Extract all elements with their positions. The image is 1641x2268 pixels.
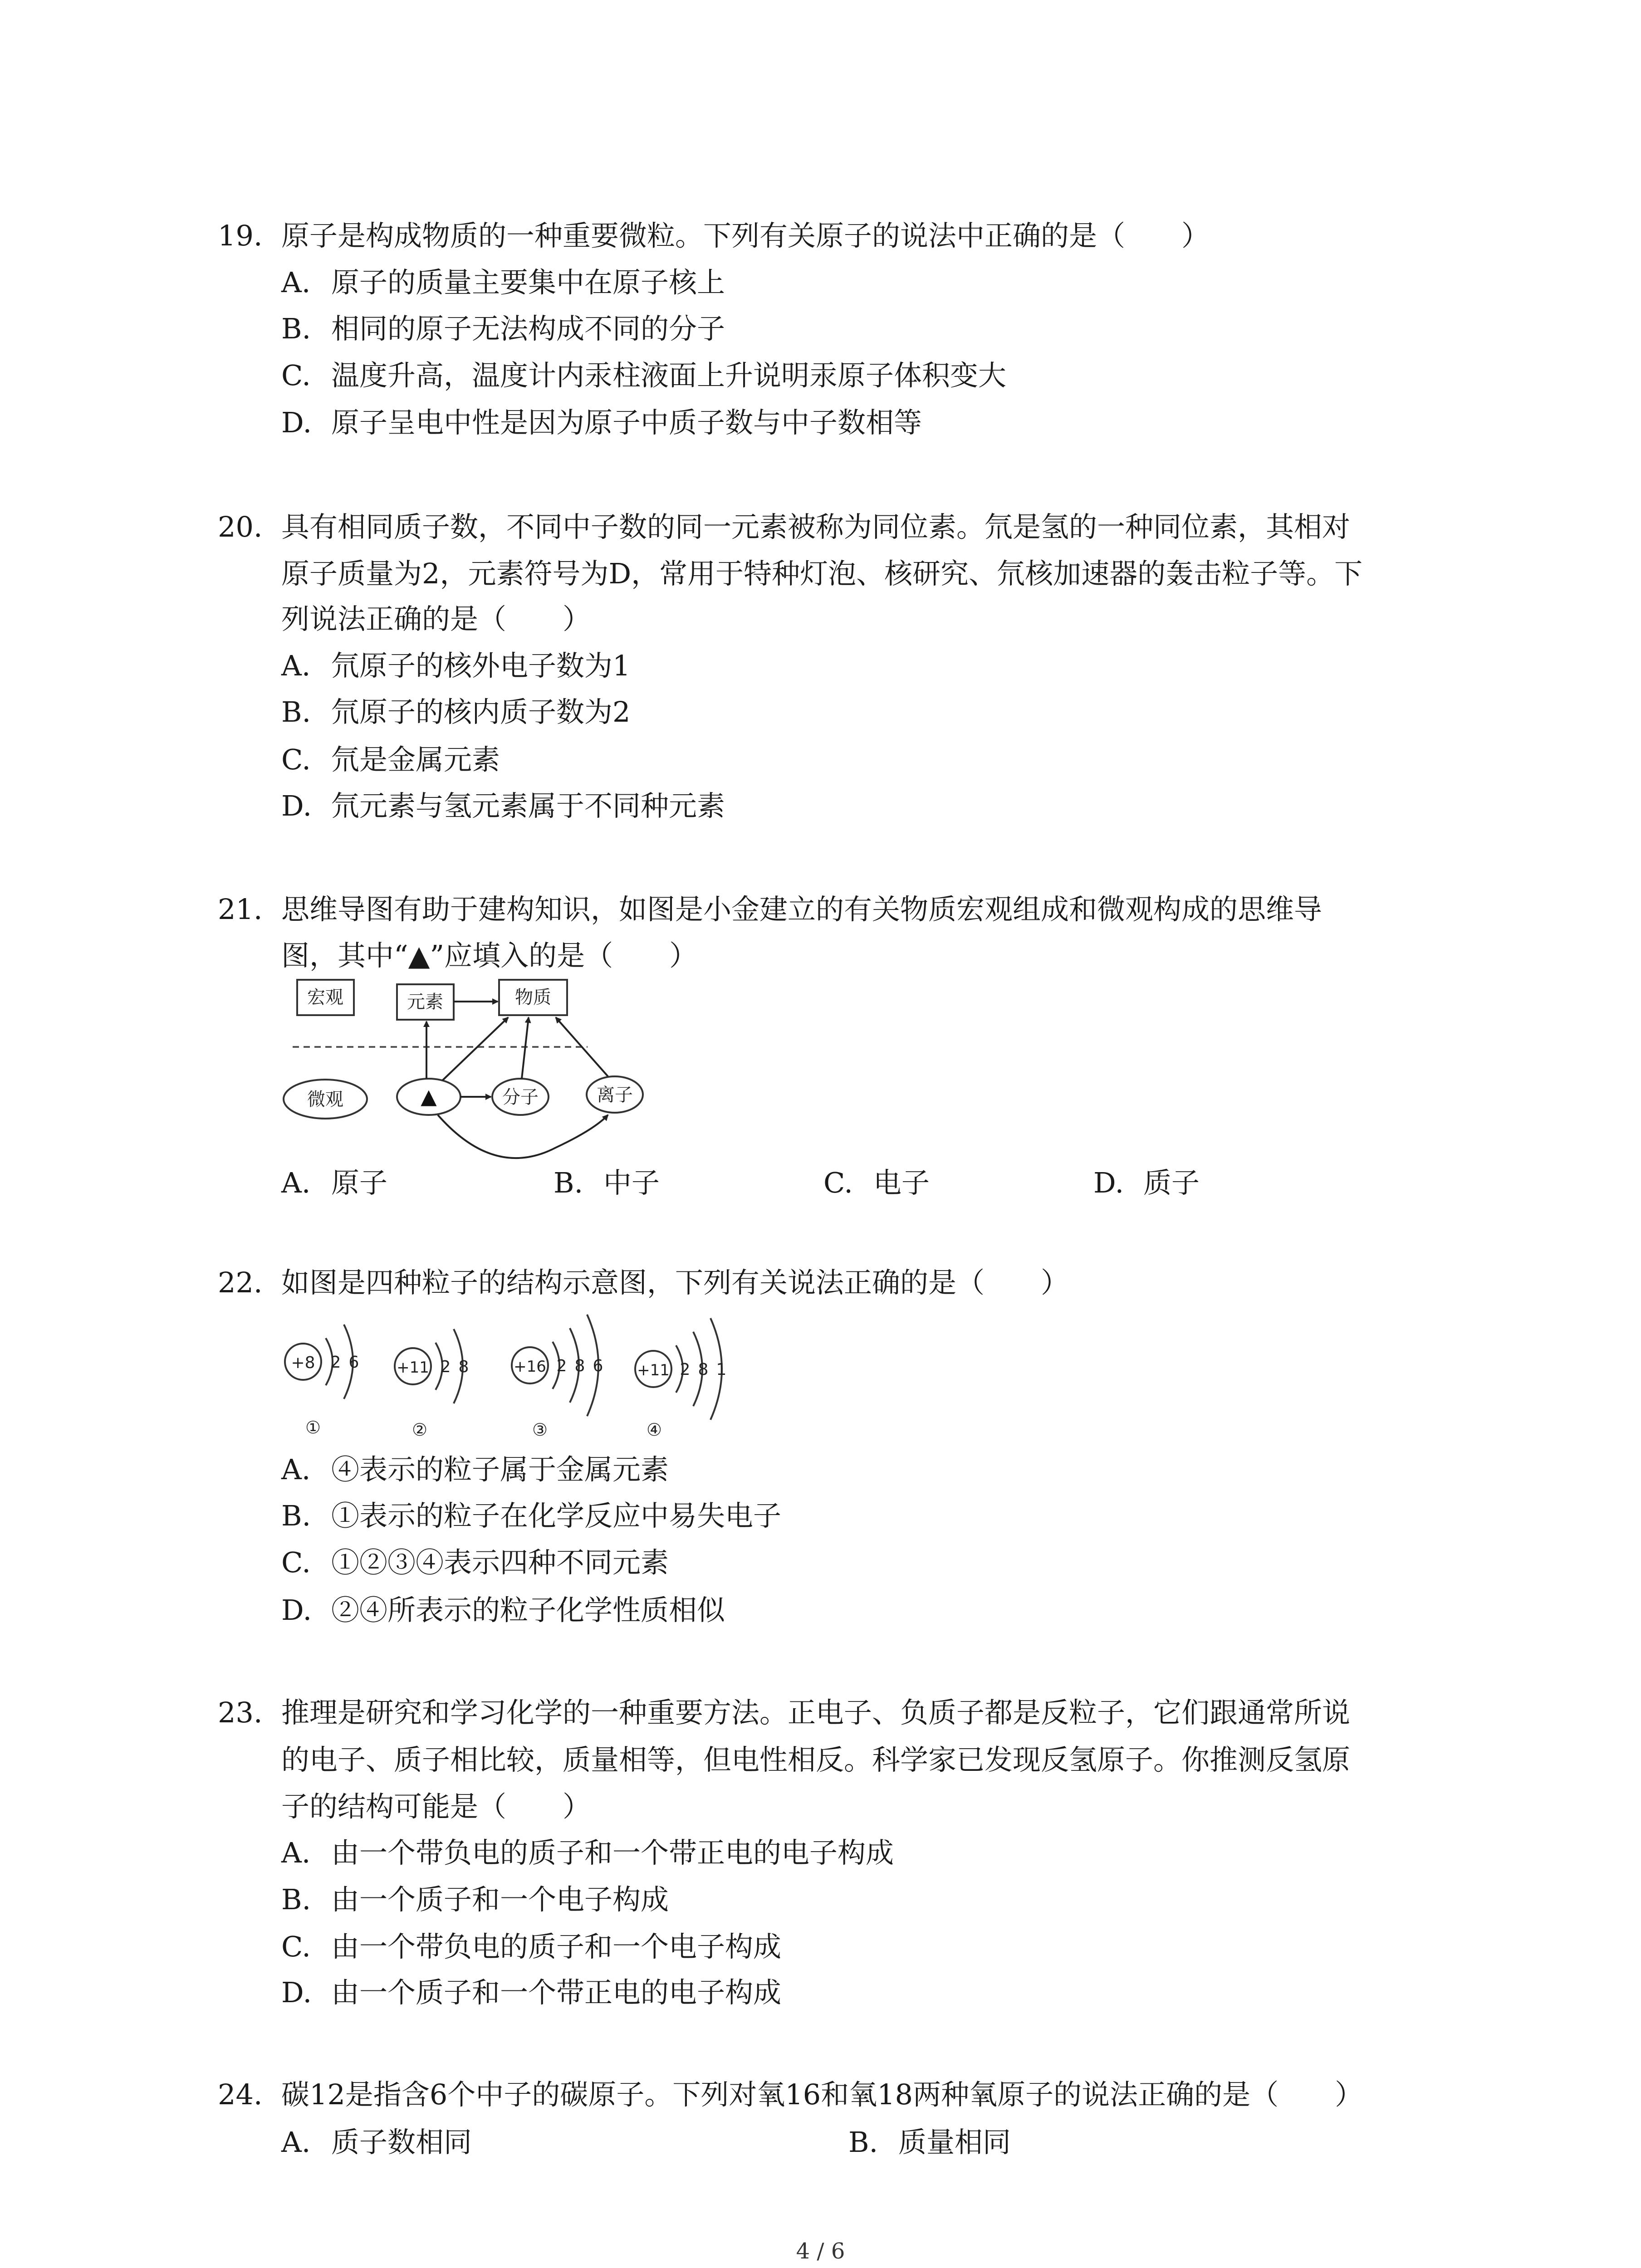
option-letter: C. xyxy=(281,359,311,392)
option-text: 原子的质量主要集中在原子核上 xyxy=(331,266,725,299)
option-a[interactable] xyxy=(281,1835,894,1871)
option-text: 质子数相同 xyxy=(331,2126,472,2159)
option-b[interactable] xyxy=(848,2124,1011,2160)
question-stem: 原子是构成物质的一种重要微粒。下列有关原子的说法中正确的是（ ） xyxy=(281,219,1210,252)
option-letter: C. xyxy=(281,743,311,776)
option-text: ①表示的粒子在化学反应中易失电子 xyxy=(331,1499,782,1532)
question-number: 20. xyxy=(218,510,263,543)
option-letter: B. xyxy=(554,1166,583,1199)
particle-structure-diagrams xyxy=(272,1306,762,1442)
question-stem-line: 原子质量为2，元素符号为D，常用于特种灯泡、核研究、氘核加速器的轰击粒子等。下 xyxy=(281,557,1363,590)
shell-electrons: 1 xyxy=(716,1360,727,1379)
option-a[interactable] xyxy=(281,1165,387,1201)
question-stem: 如图是四种粒子的结构示意图，下列有关说法正确的是（ ） xyxy=(281,1266,1069,1299)
question-stem-line: 子的结构可能是（ ） xyxy=(281,1790,591,1823)
question-stem-line: 的电子、质子相比较，质量相等，但电性相反。科学家已发现反氢原子。你推测反氢原 xyxy=(281,1743,1351,1776)
option-text: 原子呈电中性是因为原子中质子数与中子数相等 xyxy=(331,406,922,439)
option-d[interactable] xyxy=(281,788,725,824)
shell-electrons: 6 xyxy=(593,1357,603,1375)
option-letter: B. xyxy=(281,1883,311,1916)
triangle-symbol: ▲ xyxy=(421,1084,437,1109)
option-a[interactable] xyxy=(281,264,725,301)
arrow-ion-to-substance xyxy=(556,1017,608,1076)
shell-electrons: 2 xyxy=(556,1357,567,1375)
option-c[interactable] xyxy=(281,1929,781,1965)
particle-label: ① xyxy=(305,1418,321,1437)
option-text: 由一个质子和一个电子构成 xyxy=(331,1883,669,1916)
shell-electrons: 8 xyxy=(574,1357,585,1375)
shell-electrons: 8 xyxy=(698,1360,709,1379)
ion-label: 离子 xyxy=(597,1085,633,1105)
question-number: 24. xyxy=(218,2078,263,2111)
option-d[interactable] xyxy=(281,405,922,441)
option-text: 中子 xyxy=(603,1166,660,1199)
macro-label: 宏观 xyxy=(307,987,343,1008)
option-text: 质子 xyxy=(1143,1166,1200,1199)
option-text: 质量相同 xyxy=(898,2126,1011,2159)
option-letter: A. xyxy=(281,1453,311,1486)
option-text: 氘原子的核外电子数为1 xyxy=(331,649,631,682)
question-number: 21. xyxy=(218,893,263,926)
shell-electrons: 2 xyxy=(440,1358,451,1376)
question-stem: 碳12是指含6个中子的碳原子。下列对氧16和氧18两种氧原子的说法正确的是（ ） xyxy=(281,2078,1363,2111)
option-c[interactable] xyxy=(281,742,500,778)
question-number: 22. xyxy=(218,1266,263,1299)
particle-label: ④ xyxy=(646,1420,662,1440)
option-d[interactable] xyxy=(281,1975,781,2011)
option-b[interactable] xyxy=(281,311,725,347)
option-letter: A. xyxy=(281,649,311,682)
question-stem-line: 具有相同质子数，不同中子数的同一元素被称为同位素。氘是氢的一种同位素，其相对 xyxy=(281,510,1351,543)
option-text: ④表示的粒子属于金属元素 xyxy=(331,1453,669,1486)
option-letter: D. xyxy=(281,406,312,439)
arrow-triangle-to-substance xyxy=(442,1017,508,1080)
option-b[interactable] xyxy=(281,694,630,730)
shell-electrons: 2 xyxy=(680,1360,691,1379)
option-text: 氘是金属元素 xyxy=(331,743,500,776)
option-a[interactable] xyxy=(281,2124,472,2160)
option-text: ②④所表示的粒子化学性质相似 xyxy=(331,1593,725,1627)
option-letter: D. xyxy=(281,1593,312,1627)
element-label: 元素 xyxy=(407,992,443,1012)
option-text: 由一个带负电的质子和一个带正电的电子构成 xyxy=(331,1836,894,1869)
option-letter: B. xyxy=(281,1499,311,1532)
option-b[interactable] xyxy=(554,1165,660,1201)
particle-3 xyxy=(512,1315,603,1440)
option-b[interactable] xyxy=(281,1882,669,1918)
option-letter: D. xyxy=(281,1976,312,2009)
option-c[interactable] xyxy=(823,1165,930,1201)
nucleus-charge: +11 xyxy=(397,1359,429,1377)
option-letter: D. xyxy=(1093,1166,1124,1199)
substance-label: 物质 xyxy=(515,987,551,1008)
option-text: 由一个带负电的质子和一个电子构成 xyxy=(331,1930,782,1963)
arrow-molecule-to-substance xyxy=(522,1017,529,1079)
shell-electrons: 8 xyxy=(458,1358,469,1376)
arrow-triangle-to-ion xyxy=(438,1115,608,1158)
option-d[interactable] xyxy=(1093,1165,1200,1201)
particle-label: ③ xyxy=(532,1420,548,1440)
nucleus-charge: +8 xyxy=(291,1354,315,1372)
option-letter: A. xyxy=(281,2126,311,2159)
option-letter: C. xyxy=(281,1546,311,1579)
option-letter: A. xyxy=(281,266,311,299)
option-text: 氘元素与氢元素属于不同种元素 xyxy=(331,789,725,822)
option-letter: B. xyxy=(281,695,311,728)
option-letter: A. xyxy=(281,1836,311,1869)
question-number: 19. xyxy=(218,219,263,252)
particle-1 xyxy=(285,1325,359,1437)
option-a[interactable] xyxy=(281,1452,669,1488)
option-text: 氘原子的核内质子数为2 xyxy=(331,695,631,728)
question-number: 23. xyxy=(218,1696,263,1729)
option-letter: B. xyxy=(281,312,311,345)
nucleus-charge: +11 xyxy=(637,1361,670,1379)
option-text: 电子 xyxy=(873,1166,930,1199)
option-a[interactable] xyxy=(281,648,630,684)
option-letter: C. xyxy=(823,1166,853,1199)
option-text: 原子 xyxy=(331,1166,388,1199)
question-stem-line: 列说法正确的是（ ） xyxy=(281,602,591,635)
particle-4 xyxy=(635,1318,726,1440)
molecule-label: 分子 xyxy=(502,1087,539,1108)
particle-label: ② xyxy=(411,1420,428,1440)
question-stem-line: 图，其中“▲”应填入的是（ ） xyxy=(281,939,698,972)
option-c[interactable] xyxy=(281,357,1006,394)
option-text: 相同的原子无法构成不同的分子 xyxy=(331,312,725,345)
option-text: 温度升高，温度计内汞柱液面上升说明汞原子体积变大 xyxy=(331,359,1007,392)
page-number: 4 / 6 xyxy=(796,2239,845,2264)
nucleus-charge: +16 xyxy=(514,1358,546,1376)
option-letter: B. xyxy=(848,2126,878,2159)
question-stem-line: 思维导图有助于建构知识，如图是小金建立的有关物质宏观组成和微观构成的思维导 xyxy=(281,893,1323,926)
option-letter: D. xyxy=(281,789,312,822)
option-letter: A. xyxy=(281,1166,311,1199)
shell-electrons: 2 xyxy=(330,1353,341,1372)
option-c[interactable] xyxy=(281,1545,669,1581)
option-letter: C. xyxy=(281,1930,311,1963)
question-stem-line: 推理是研究和学习化学的一种重要方法。正电子、负质子都是反粒子，它们跟通常所说 xyxy=(281,1696,1351,1729)
option-text: 由一个质子和一个带正电的电子构成 xyxy=(331,1976,782,2009)
option-b[interactable] xyxy=(281,1498,781,1534)
shell-electrons: 6 xyxy=(348,1353,359,1372)
particle-2 xyxy=(395,1329,469,1440)
micro-label: 微观 xyxy=(307,1089,343,1110)
option-text: ①②③④表示四种不同元素 xyxy=(331,1546,669,1579)
option-d[interactable] xyxy=(281,1592,725,1628)
